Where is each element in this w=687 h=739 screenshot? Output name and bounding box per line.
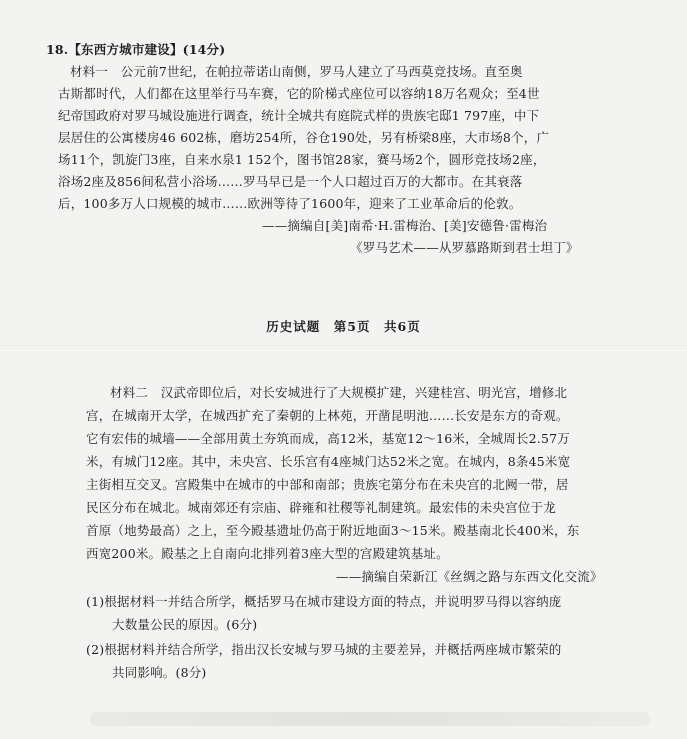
material-one-line: 浴场2座及856间私营小浴场……罗马早已是一个人口超过百万的大都市。在其衰落 xyxy=(58,174,523,189)
material-two-line: 宫，在城南开太学，在城西扩充了秦朝的上林苑，开凿昆明池……长安是东方的奇观。 xyxy=(86,408,569,423)
material-two-line: 首原（地势最高）之上，至今殿基遗址仍高于附近地面3～15米。殿基南北长400米，东 xyxy=(86,523,580,538)
material-two-source: ——摘编自荣新江《丝绸之路与东西文化交流》 xyxy=(336,569,603,584)
bleed-through-smudge xyxy=(90,712,650,726)
material-one-line: 材料一 公元前7世纪，在帕拉蒂诺山南侧，罗马人建立了马西莫竞技场。直至奥 xyxy=(70,64,523,79)
question-2-line1: (2)根据材料并结合所学，指出汉长安城与罗马城的主要差异，并概括两座城市繁荣的 xyxy=(86,642,562,657)
material-one-line: 层居住的公寓楼房46 602栋，磨坊254所，谷仓190处，另有桥梁8座，大市场8个，广 xyxy=(58,130,550,145)
material-two-line: 西宽200米。殿基之上自南向北排列着3座大型的宫殿建筑基址。 xyxy=(86,546,449,561)
question-title: 18.【东西方城市建设】(14分) xyxy=(46,42,226,57)
material-one-source-book: 《罗马艺术——从罗慕路斯到君士坦丁》 xyxy=(350,240,579,255)
material-two-line: 米，有城门12座。其中，未央宫、长乐宫有4座城门达52米之宽。在城内，8条45米宽 xyxy=(86,454,571,469)
material-one-line: 后，100多万人口规模的城市……欧洲等待了1600年，迎来了工业革命后的伦敦。 xyxy=(58,196,522,211)
question-1-line1: (1)根据材料一并结合所学，概括罗马在城市建设方面的特点，并说明罗马得以容纳庞 xyxy=(86,594,562,609)
question-1-line2: 大数量公民的原因。(6分) xyxy=(112,617,258,632)
page-footer: 历史试题 第5页 共6页 xyxy=(266,319,421,334)
material-two-line: 它有宏伟的城墙——全部用黄土夯筑而成，高12米，基宽12～16米，全城周长2.57万 xyxy=(86,431,570,446)
material-one-line: 纪帝国政府对罗马城设施进行调查，统计全城共有庭院式样的贵族宅邸1 797座，中下 xyxy=(58,108,540,123)
material-two-line: 民区分布在城北。城南郊还有宗庙、辟雍和社稷等礼制建筑。最宏伟的未央宫位于龙 xyxy=(86,500,556,515)
material-one-line: 古斯都时代，人们都在这里举行马车赛，它的阶梯式座位可以容纳18万名观众；至4世 xyxy=(58,86,540,101)
material-two-line: 材料二 汉武帝即位后，对长安城进行了大规模扩建，兴建桂宫、明光宫，增修北 xyxy=(110,385,568,400)
material-one-line: 场11个，凯旋门3座，自来水泉1 152个，图书馆28家，赛马场2个，圆形竞技场2座， xyxy=(58,152,546,167)
question-2-line2: 共同影响。(8分) xyxy=(112,665,207,680)
page-divider xyxy=(0,345,687,346)
material-two-line: 主街相互交叉。宫殿集中在城市的中部和南部；贵族宅第分布在未央宫的北阙一带，居 xyxy=(86,477,569,492)
material-one-source-authors: ——摘编自[美]南希·H.雷梅治、[美]安德鲁·雷梅治 xyxy=(262,218,548,233)
